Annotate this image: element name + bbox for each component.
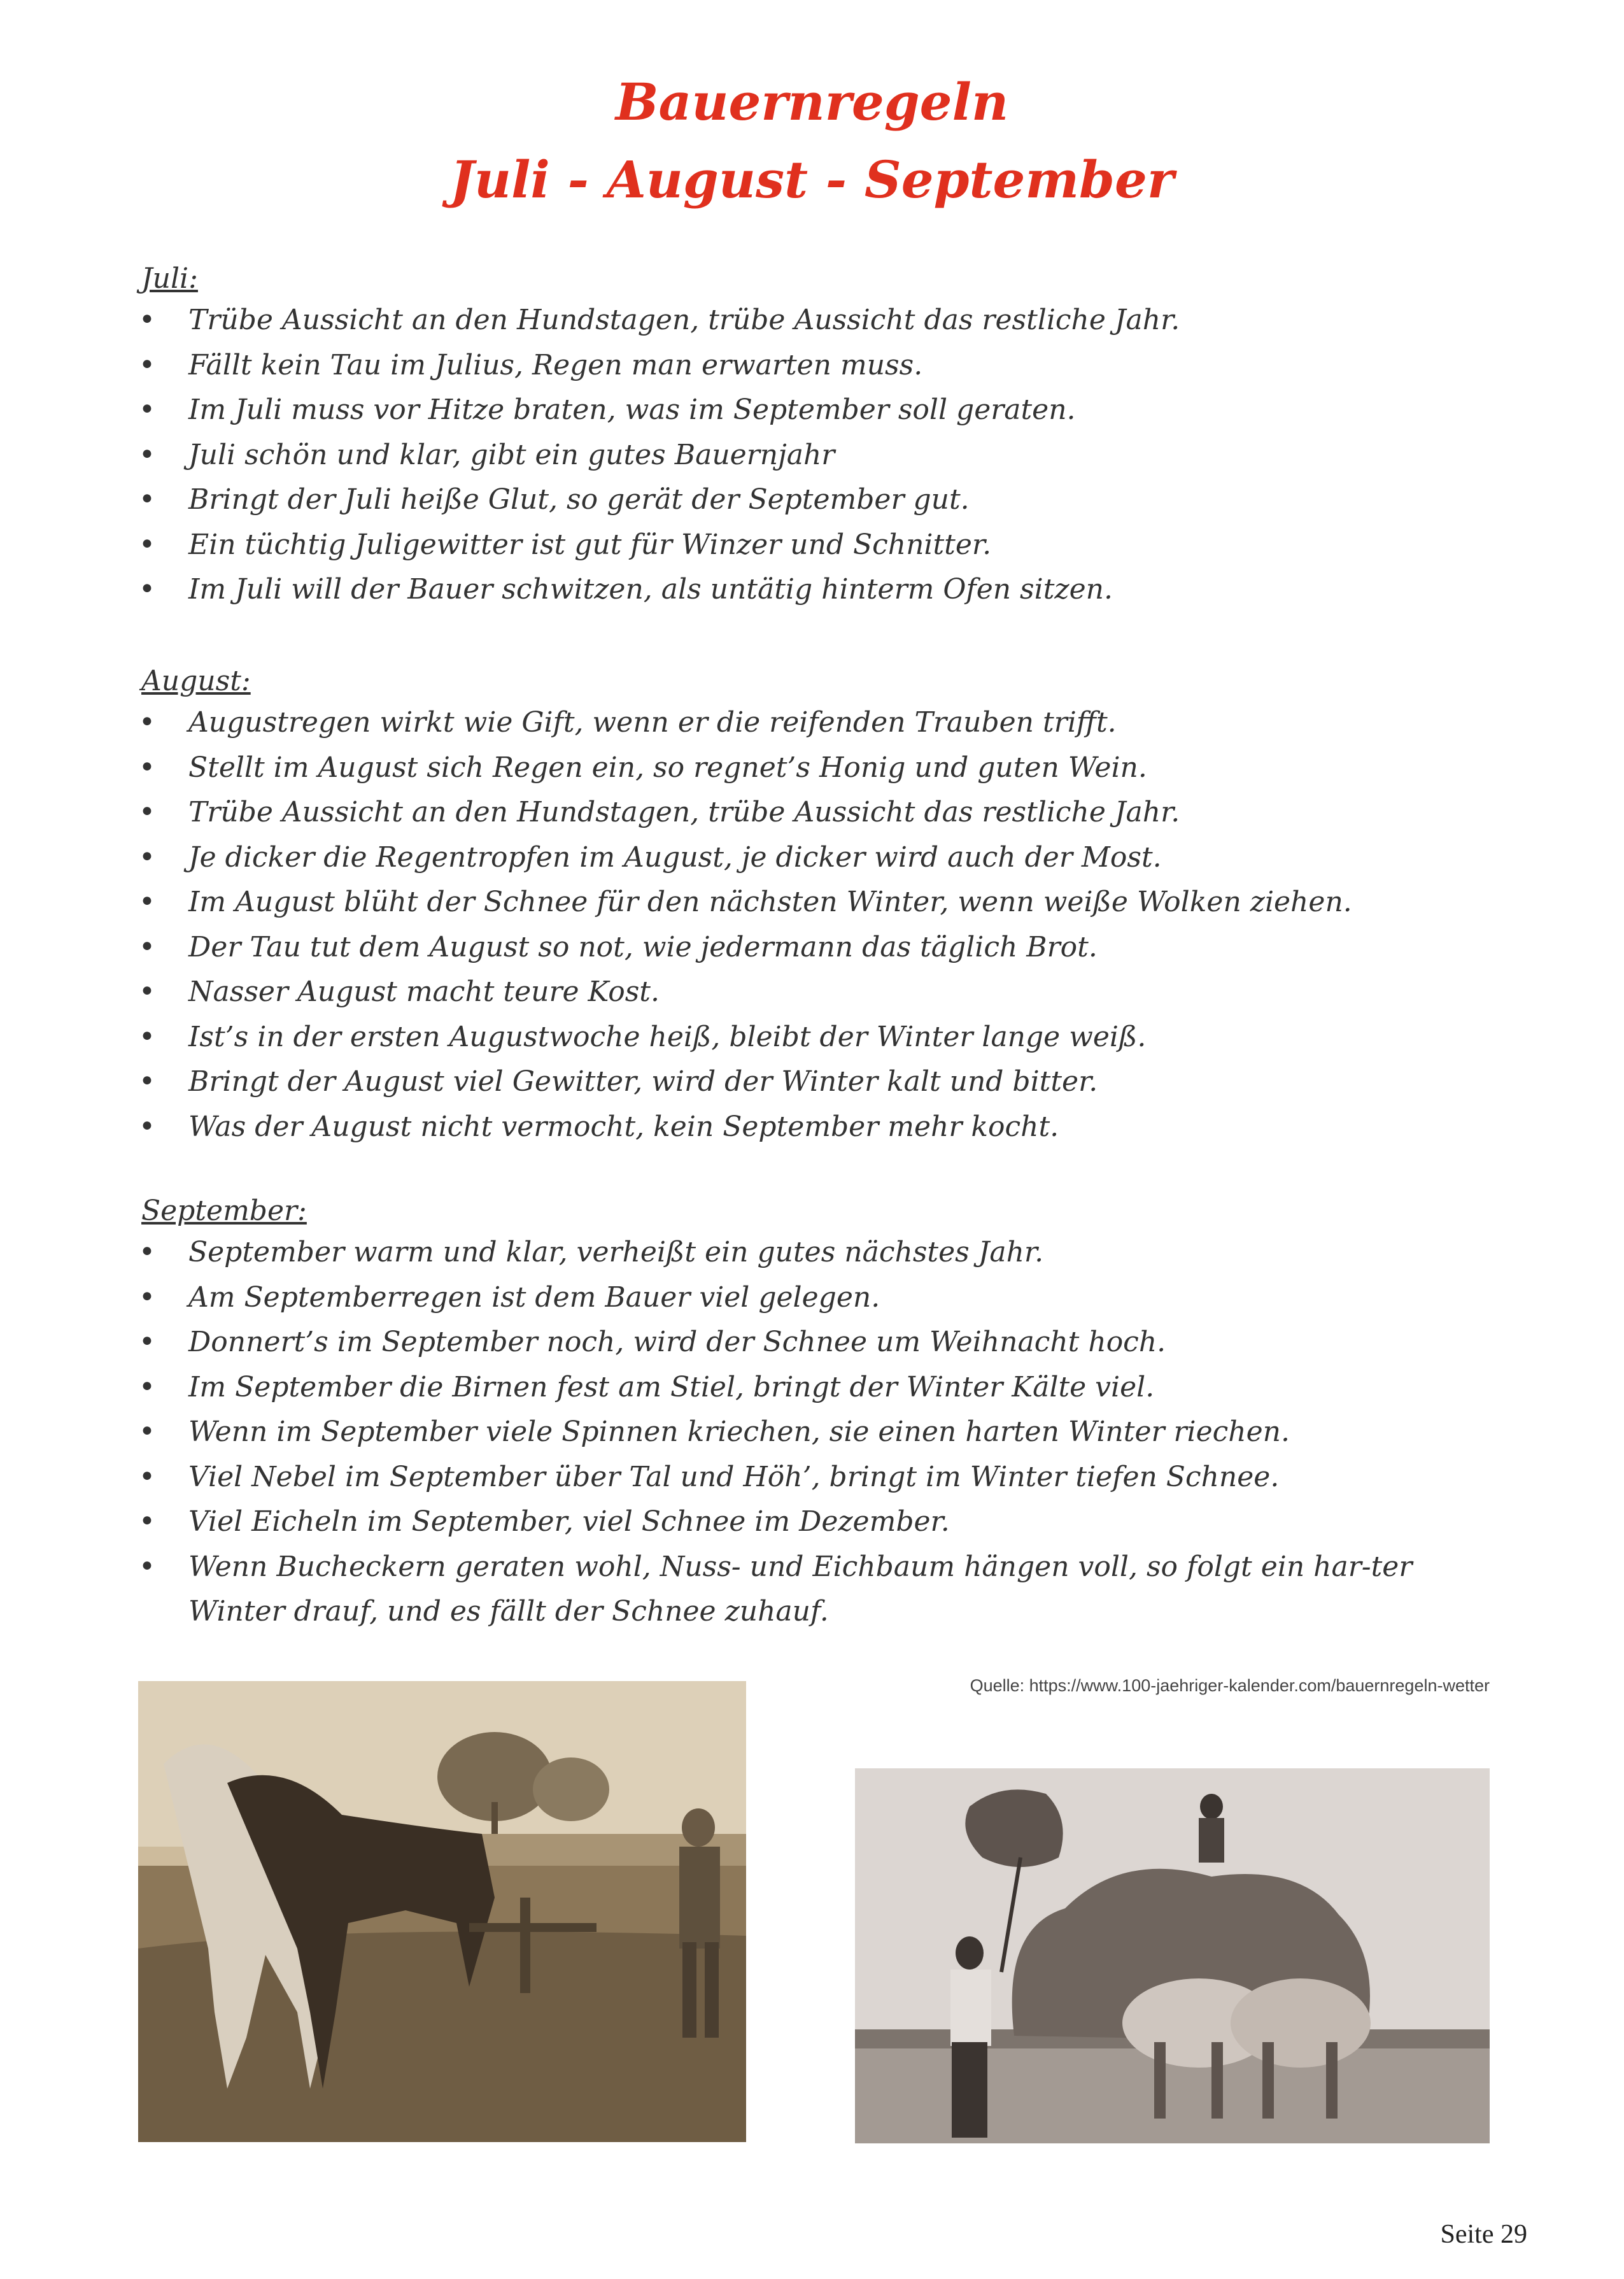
source-citation: Quelle: https://www.100-jaehriger-kalender.com/bauernregeln-wetter xyxy=(970,1676,1490,1695)
list-item: • Am Septemberregen ist dem Bauer viel gelegen. xyxy=(134,1275,1502,1321)
section-heading-august: August: xyxy=(141,665,251,697)
hay-harvest-image xyxy=(855,1768,1490,2143)
list-item: • Wenn im September viele Spinnen kriechen, sie einen harten Winter riechen. xyxy=(134,1410,1502,1455)
list-item: • Im Juli muss vor Hitze braten, was im September soll geraten. xyxy=(134,388,1502,433)
rule-list-september xyxy=(134,1230,1502,1635)
list-item: • Trübe Aussicht an den Hundstagen, trübe Aussicht das restliche Jahr. xyxy=(134,790,1502,835)
photo-horses-ploughing xyxy=(138,1681,746,2142)
list-item: • Wenn Bucheckern geraten wohl, Nuss- und Eichbaum hängen voll, so folgt ein har-ter Winter drauf, und es fällt der Schnee zuhauf. xyxy=(134,1545,1502,1635)
list-item: • Im Juli will der Bauer schwitzen, als untätig hinterm Ofen sitzen. xyxy=(134,567,1502,613)
rule-list-august xyxy=(134,700,1502,1149)
rule-list-juli xyxy=(134,298,1502,613)
list-item: • September warm und klar, verheißt ein gutes nächstes Jahr. xyxy=(134,1230,1502,1275)
list-item: • Was der August nicht vermocht, kein September mehr kocht. xyxy=(134,1105,1502,1150)
list-item: • Viel Eicheln im September, viel Schnee im Dezember. xyxy=(134,1500,1502,1545)
list-item: • Fällt kein Tau im Julius, Regen man erwarten muss. xyxy=(134,343,1502,388)
page-number: Seite 29 xyxy=(1440,2220,1527,2249)
list-item: • Bringt der Juli heiße Glut, so gerät der September gut. xyxy=(134,478,1502,523)
photo-hay-harvest xyxy=(855,1768,1490,2143)
section-heading-juli: Juli: xyxy=(141,262,198,295)
list-item: • Viel Nebel im September über Tal und Höh’, bringt im Winter tiefen Schnee. xyxy=(134,1455,1502,1500)
list-item: • Donnert’s im September noch, wird der Schnee um Weihnacht hoch. xyxy=(134,1320,1502,1365)
list-item: • Der Tau tut dem August so not, wie jedermann das täglich Brot. xyxy=(134,925,1502,970)
list-item: • Im September die Birnen fest am Stiel, bringt der Winter Kälte viel. xyxy=(134,1365,1502,1410)
page-subtitle: Juli - August - September xyxy=(449,150,1175,209)
list-item: • Nasser August macht teure Kost. xyxy=(134,970,1502,1015)
list-item: • Im August blüht der Schnee für den nächsten Winter, wenn weiße Wolken ziehen. xyxy=(134,880,1502,925)
list-item: • Ein tüchtig Juligewitter ist gut für Winzer und Schnitter. xyxy=(134,523,1502,568)
list-item: • Stellt im August sich Regen ein, so regnet’s Honig und guten Wein. xyxy=(134,746,1502,791)
list-item: • Je dicker die Regentropfen im August, je dicker wird auch der Most. xyxy=(134,835,1502,881)
section-heading-september: September: xyxy=(141,1195,307,1227)
horses-ploughing-image xyxy=(138,1681,746,2142)
list-item: • Trübe Aussicht an den Hundstagen, trübe Aussicht das restliche Jahr. xyxy=(134,298,1502,343)
list-item: • Juli schön und klar, gibt ein gutes Bauernjahr xyxy=(134,433,1502,478)
list-item: • Bringt der August viel Gewitter, wird der Winter kalt und bitter. xyxy=(134,1060,1502,1105)
list-item: • Ist’s in der ersten Augustwoche heiß, bleibt der Winter lange weiß. xyxy=(134,1015,1502,1060)
page-title: Bauernregeln xyxy=(615,72,1009,132)
list-item: • Augustregen wirkt wie Gift, wenn er die reifenden Trauben trifft. xyxy=(134,700,1502,746)
